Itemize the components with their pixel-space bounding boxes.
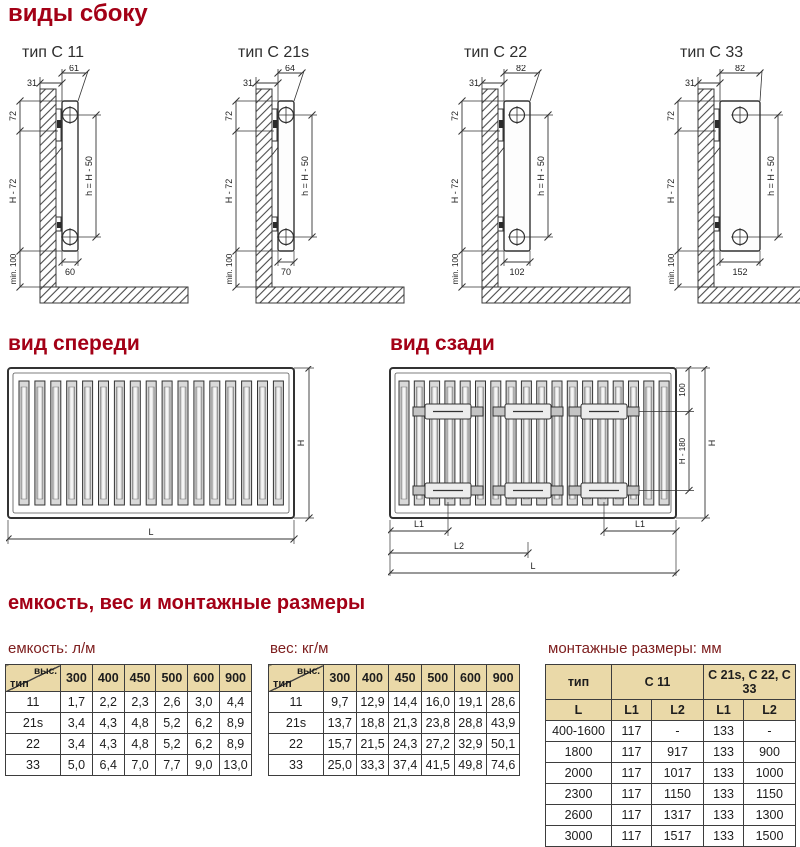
table-row bbox=[546, 721, 796, 742]
table-header-row bbox=[6, 665, 252, 692]
table-cell: 4,8 bbox=[124, 713, 156, 734]
table-cell: 8,9 bbox=[220, 734, 252, 755]
table-cell: 49,8 bbox=[454, 755, 487, 776]
table-cell: 1500 bbox=[744, 826, 796, 847]
corner-header-cell bbox=[269, 665, 324, 692]
table-cell: 43,9 bbox=[487, 713, 520, 734]
corner-bottom-label: тип bbox=[273, 678, 292, 690]
table-row bbox=[269, 755, 520, 776]
table-row bbox=[6, 734, 252, 755]
table-cell: 7,0 bbox=[124, 755, 156, 776]
table-row bbox=[546, 784, 796, 805]
table-cell: 13,7 bbox=[324, 713, 357, 734]
table-cell: 133 bbox=[704, 742, 744, 763]
table-row bbox=[269, 713, 520, 734]
dim-l1-left: L1 bbox=[413, 519, 425, 529]
dim-left-height: H - 72 bbox=[450, 178, 460, 204]
dim-top-width: 61 bbox=[68, 65, 80, 73]
table-row bbox=[6, 713, 252, 734]
table-cell: 5,2 bbox=[156, 734, 188, 755]
column-header: 900 bbox=[220, 665, 252, 692]
table-cell: 2,6 bbox=[156, 692, 188, 713]
table-cell: 117 bbox=[612, 721, 652, 742]
dim-front-height: H bbox=[296, 439, 306, 447]
column-header: L1 bbox=[612, 700, 652, 721]
table-cell: 117 bbox=[612, 805, 652, 826]
table-cell: 19,1 bbox=[454, 692, 487, 713]
table-cell: 3000 bbox=[546, 826, 612, 847]
table-cell: 1,7 bbox=[61, 692, 93, 713]
table-cell: 133 bbox=[704, 805, 744, 826]
side-view-c33-title: тип С 33 bbox=[680, 44, 744, 61]
corner-top-label: выс. bbox=[296, 666, 320, 677]
table-cell: 41,5 bbox=[421, 755, 454, 776]
table-cell: 6,4 bbox=[92, 755, 124, 776]
side-view-c22-diagram bbox=[448, 65, 638, 317]
table-cell: 6,2 bbox=[188, 713, 220, 734]
back-view-title: вид сзади bbox=[390, 332, 495, 355]
capacity-table bbox=[5, 664, 252, 776]
column-header: L bbox=[546, 700, 612, 721]
side-view-c33 bbox=[664, 44, 800, 322]
dim-back-top: 100 bbox=[678, 383, 687, 397]
side-view-c11-diagram bbox=[6, 65, 196, 317]
table-cell: 12,9 bbox=[356, 692, 389, 713]
column-header: 900 bbox=[487, 665, 520, 692]
column-header: 400 bbox=[92, 665, 124, 692]
dim-top-width: 82 bbox=[734, 65, 746, 73]
table-cell: 14,4 bbox=[389, 692, 422, 713]
table-cell: 28,6 bbox=[487, 692, 520, 713]
table-cell: 37,4 bbox=[389, 755, 422, 776]
table-cell: 27,2 bbox=[421, 734, 454, 755]
dim-min-floor: min. 100 bbox=[225, 253, 234, 285]
table-cell: 117 bbox=[612, 784, 652, 805]
front-view-title: вид спереди bbox=[8, 332, 140, 355]
dim-left-height: H - 72 bbox=[666, 178, 676, 204]
dim-top-width: 64 bbox=[284, 65, 296, 73]
weight-table-label: вес: кг/м bbox=[270, 640, 329, 657]
table-cell: 133 bbox=[704, 826, 744, 847]
table-row bbox=[6, 755, 252, 776]
column-header: 600 bbox=[454, 665, 487, 692]
table-cell: 23,8 bbox=[421, 713, 454, 734]
dim-l2: L2 bbox=[453, 541, 465, 551]
side-view-c11 bbox=[6, 44, 206, 322]
mounting-table-label: монтажные размеры: мм bbox=[548, 640, 722, 657]
column-header: 300 bbox=[324, 665, 357, 692]
table-cell: 2,3 bbox=[124, 692, 156, 713]
table-cell: 11 bbox=[269, 692, 324, 713]
table-cell: 1150 bbox=[744, 784, 796, 805]
table-row bbox=[6, 692, 252, 713]
dim-min-floor: min. 100 bbox=[9, 253, 18, 285]
dim-conn-height: h = H - 50 bbox=[300, 156, 310, 196]
page-title-side-views: виды сбоку bbox=[8, 0, 148, 27]
table-cell: - bbox=[652, 721, 704, 742]
dim-wall-offset: 31 bbox=[684, 78, 695, 88]
table-cell: 33 bbox=[6, 755, 61, 776]
table-cell: 4,8 bbox=[124, 734, 156, 755]
dim-left-height: H - 72 bbox=[8, 178, 18, 204]
table-cell: 15,7 bbox=[324, 734, 357, 755]
dim-top-gap: 72 bbox=[450, 110, 460, 122]
column-header: 450 bbox=[124, 665, 156, 692]
dim-back-length: L bbox=[530, 561, 536, 571]
column-header: 600 bbox=[188, 665, 220, 692]
dim-front-length: L bbox=[148, 527, 154, 537]
dim-left-height: H - 72 bbox=[224, 178, 234, 204]
capacity-table-label: емкость: л/м bbox=[8, 640, 96, 657]
dim-conn-height: h = H - 50 bbox=[536, 156, 546, 196]
table-cell: 74,6 bbox=[487, 755, 520, 776]
table-cell: 50,1 bbox=[487, 734, 520, 755]
dim-back-height: H bbox=[707, 439, 717, 447]
table-cell: 3,4 bbox=[61, 713, 93, 734]
dim-min-floor: min. 100 bbox=[451, 253, 460, 285]
table-cell: 4,3 bbox=[92, 734, 124, 755]
table-cell: - bbox=[744, 721, 796, 742]
corner-bottom-label: тип bbox=[10, 678, 29, 690]
dim-l1-right: L1 bbox=[634, 519, 646, 529]
table-cell: 133 bbox=[704, 721, 744, 742]
column-header: L2 bbox=[652, 700, 704, 721]
dim-wall-offset: 31 bbox=[26, 78, 37, 88]
table-cell: 1150 bbox=[652, 784, 704, 805]
table-cell: 3,4 bbox=[61, 734, 93, 755]
column-header: тип bbox=[546, 665, 612, 700]
table-header-row bbox=[269, 665, 520, 692]
table-cell: 4,3 bbox=[92, 713, 124, 734]
table-cell: 2000 bbox=[546, 763, 612, 784]
table-cell: 3,0 bbox=[188, 692, 220, 713]
table-cell: 917 bbox=[652, 742, 704, 763]
column-header: 500 bbox=[156, 665, 188, 692]
column-header: 500 bbox=[421, 665, 454, 692]
side-view-c21s-diagram bbox=[222, 65, 412, 317]
dim-conn-height: h = H - 50 bbox=[766, 156, 776, 196]
column-header: С 21s, С 22, С 33 bbox=[704, 665, 796, 700]
tables-section-title: емкость, вес и монтажные размеры bbox=[8, 592, 366, 614]
weight-table bbox=[268, 664, 520, 776]
side-view-c21s-title: тип С 21s bbox=[238, 44, 310, 61]
dim-top-gap: 72 bbox=[224, 110, 234, 122]
table-cell: 1300 bbox=[744, 805, 796, 826]
table-cell: 400-1600 bbox=[546, 721, 612, 742]
table-cell: 9,7 bbox=[324, 692, 357, 713]
dim-top-gap: 72 bbox=[8, 110, 18, 122]
column-header: 300 bbox=[61, 665, 93, 692]
table-cell: 1317 bbox=[652, 805, 704, 826]
table-cell: 21s bbox=[6, 713, 61, 734]
column-header: 400 bbox=[356, 665, 389, 692]
column-header: L2 bbox=[744, 700, 796, 721]
table-cell: 9,0 bbox=[188, 755, 220, 776]
dim-min-floor: min. 100 bbox=[667, 253, 676, 285]
side-view-c11-title: тип С 11 bbox=[22, 44, 84, 61]
table-cell: 22 bbox=[269, 734, 324, 755]
corner-top-label: выс. bbox=[33, 666, 57, 677]
table-row bbox=[546, 826, 796, 847]
table-cell: 8,9 bbox=[220, 713, 252, 734]
table-cell: 11 bbox=[6, 692, 61, 713]
table-cell: 2300 bbox=[546, 784, 612, 805]
dim-bottom-width: 60 bbox=[64, 267, 76, 277]
front-view-diagram bbox=[6, 366, 326, 566]
side-view-c33-diagram bbox=[664, 65, 800, 317]
table-cell: 900 bbox=[744, 742, 796, 763]
table-row bbox=[546, 763, 796, 784]
table-cell: 5,2 bbox=[156, 713, 188, 734]
column-header: С 11 bbox=[612, 665, 704, 700]
corner-header-cell bbox=[6, 665, 61, 692]
table-cell: 18,8 bbox=[356, 713, 389, 734]
table-cell: 6,2 bbox=[188, 734, 220, 755]
table-cell: 2600 bbox=[546, 805, 612, 826]
table-cell: 21,5 bbox=[356, 734, 389, 755]
column-header: L1 bbox=[704, 700, 744, 721]
table-cell: 22 bbox=[6, 734, 61, 755]
back-view-diagram bbox=[388, 366, 728, 591]
side-view-c22 bbox=[448, 44, 648, 322]
table-cell: 21s bbox=[269, 713, 324, 734]
side-view-c21s bbox=[222, 44, 422, 322]
table-cell: 7,7 bbox=[156, 755, 188, 776]
table-cell: 4,4 bbox=[220, 692, 252, 713]
dim-conn-height: h = H - 50 bbox=[84, 156, 94, 196]
table-header-row bbox=[546, 700, 796, 721]
table-cell: 24,3 bbox=[389, 734, 422, 755]
dim-bottom-width: 152 bbox=[732, 267, 748, 277]
table-cell: 33 bbox=[269, 755, 324, 776]
dim-top-gap: 72 bbox=[666, 110, 676, 122]
table-cell: 16,0 bbox=[421, 692, 454, 713]
table-cell: 117 bbox=[612, 826, 652, 847]
table-cell: 28,8 bbox=[454, 713, 487, 734]
table-cell: 25,0 bbox=[324, 755, 357, 776]
side-view-c22-title: тип С 22 bbox=[464, 44, 528, 61]
table-cell: 1000 bbox=[744, 763, 796, 784]
dim-bottom-width: 70 bbox=[280, 267, 292, 277]
table-row bbox=[269, 692, 520, 713]
table-cell: 32,9 bbox=[454, 734, 487, 755]
dim-wall-offset: 31 bbox=[468, 78, 479, 88]
dim-bottom-width: 102 bbox=[509, 267, 525, 277]
table-cell: 117 bbox=[612, 742, 652, 763]
table-row bbox=[546, 805, 796, 826]
table-cell: 13,0 bbox=[220, 755, 252, 776]
mounting-table bbox=[545, 664, 796, 847]
table-cell: 33,3 bbox=[356, 755, 389, 776]
table-cell: 133 bbox=[704, 763, 744, 784]
table-row bbox=[546, 742, 796, 763]
table-cell: 5,0 bbox=[61, 755, 93, 776]
table-cell: 21,3 bbox=[389, 713, 422, 734]
table-cell: 1017 bbox=[652, 763, 704, 784]
dim-back-mid: H - 180 bbox=[678, 437, 687, 465]
table-cell: 2,2 bbox=[92, 692, 124, 713]
dim-wall-offset: 31 bbox=[242, 78, 253, 88]
table-cell: 1800 bbox=[546, 742, 612, 763]
column-header: 450 bbox=[389, 665, 422, 692]
table-row bbox=[269, 734, 520, 755]
table-cell: 1517 bbox=[652, 826, 704, 847]
table-cell: 117 bbox=[612, 763, 652, 784]
table-header-row bbox=[546, 665, 796, 700]
table-cell: 133 bbox=[704, 784, 744, 805]
dim-top-width: 82 bbox=[515, 65, 527, 73]
